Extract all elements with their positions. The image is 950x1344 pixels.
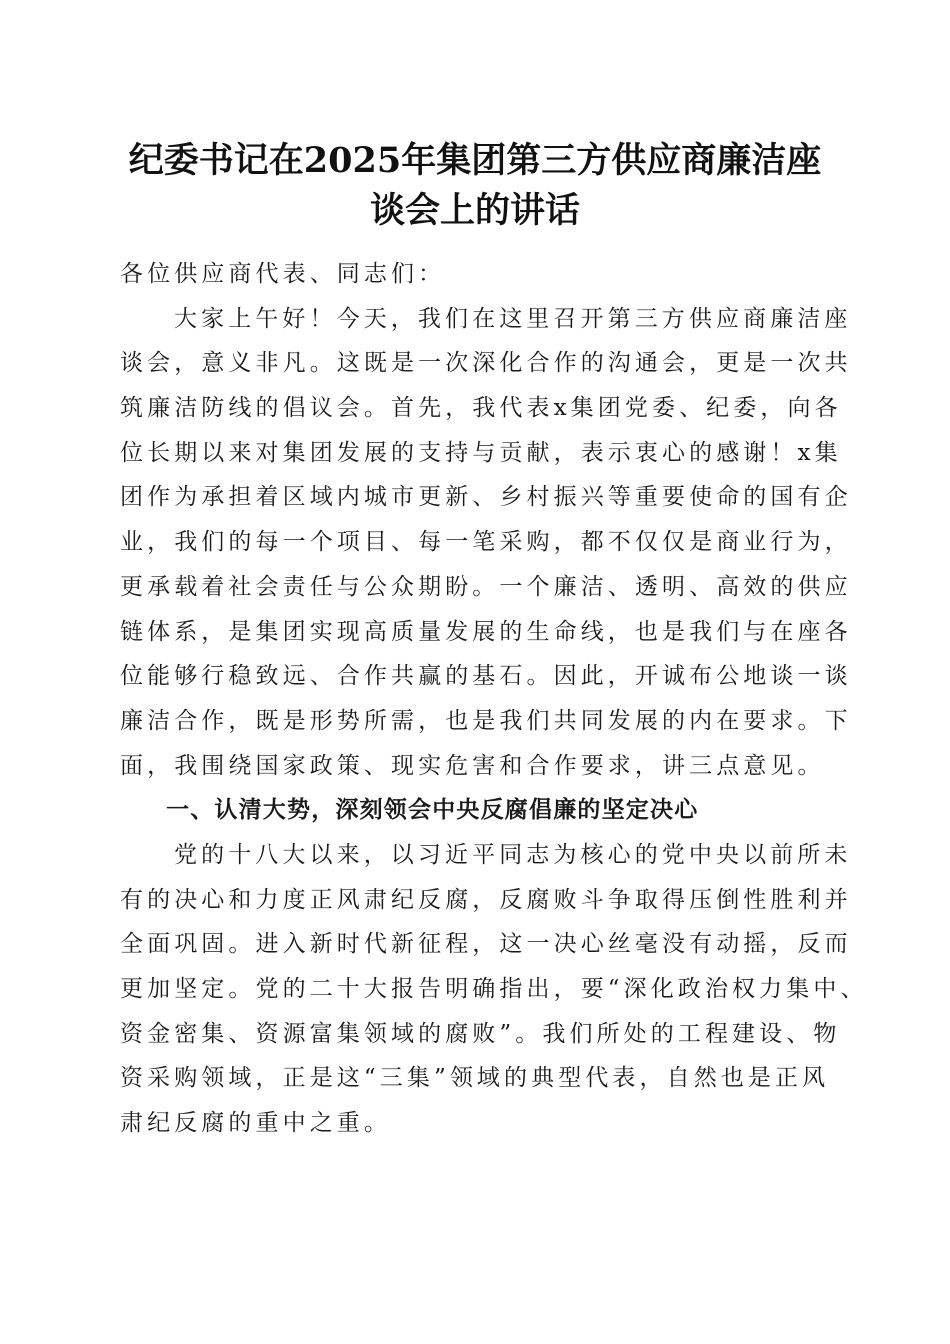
paragraph-line: 面，我围绕国家政策、现实危害和合作要求，讲三点意见。: [120, 752, 825, 779]
paragraph-line: 廉洁合作，既是形势所需，也是我们共同发展的内在要求。下: [120, 707, 852, 734]
paragraph-line: 位能够行稳致远、合作共赢的基石。因此，开诚布公地谈一谈: [120, 663, 852, 690]
paragraph-line: 筑廉洁防线的倡议会。首先，我代表x集团党委、纪委，向各: [120, 395, 842, 422]
paragraph-line: 链体系，是集团实现高质量发展的生命线，也是我们与在座各: [120, 618, 852, 645]
paragraph-line: 更加坚定。党的二十大报告明确指出，要“深化政治权力集中、: [120, 976, 868, 1002]
paragraph-line: 资采购领域，正是这“三集”领域的典型代表，自然也是正风: [120, 1065, 830, 1092]
title-line-1: 纪委书记在2025年集团第三方供应商廉洁座: [128, 140, 822, 181]
paragraph-line: 团作为承担着区域内城市更新、乡村振兴等重要使命的国有企: [120, 484, 852, 511]
paragraph-line: 更承载着社会责任与公众期盼。一个廉洁、透明、高效的供应: [120, 573, 852, 600]
paragraph-line: 业，我们的每一个项目、每一笔采购，都不仅仅是商业行为，: [120, 529, 852, 556]
paragraph-section1: [120, 833, 868, 1146]
section-heading-1: 一、认清大势，深刻领会中央反腐倡廉的坚定决心: [166, 797, 699, 824]
paragraph-line: 肃纪反腐的重中之重。: [120, 1110, 391, 1137]
title-line-2: 谈会上的讲话: [369, 190, 580, 231]
paragraph-line: 大家上午好！今天，我们在这里召开第三方供应商廉洁座: [174, 305, 852, 332]
paragraph-line: 资金密集、资源富集领域的腐败”。我们所处的工程建设、物: [120, 1020, 841, 1047]
paragraph-line: 全面巩固。进入新时代新征程，这一决心丝毫没有动摇，反而: [120, 931, 852, 958]
document-body: [120, 252, 868, 1146]
paragraph-line: 党的十八大以来，以习近平同志为核心的党中央以前所未: [174, 841, 852, 868]
paragraph-line: 有的决心和力度正风肃纪反腐，反腐败斗争取得压倒性胜利并: [120, 886, 852, 913]
document-title: [100, 136, 850, 236]
paragraph-opening: [120, 297, 852, 789]
paragraph-line: 谈会，意义非凡。这既是一次深化合作的沟通会，更是一次共: [120, 350, 852, 377]
paragraph-line: 位长期以来对集团发展的支持与贡献，表示衷心的感谢！x集: [120, 439, 842, 466]
salutation: 各位供应商代表、同志们：: [120, 261, 446, 287]
